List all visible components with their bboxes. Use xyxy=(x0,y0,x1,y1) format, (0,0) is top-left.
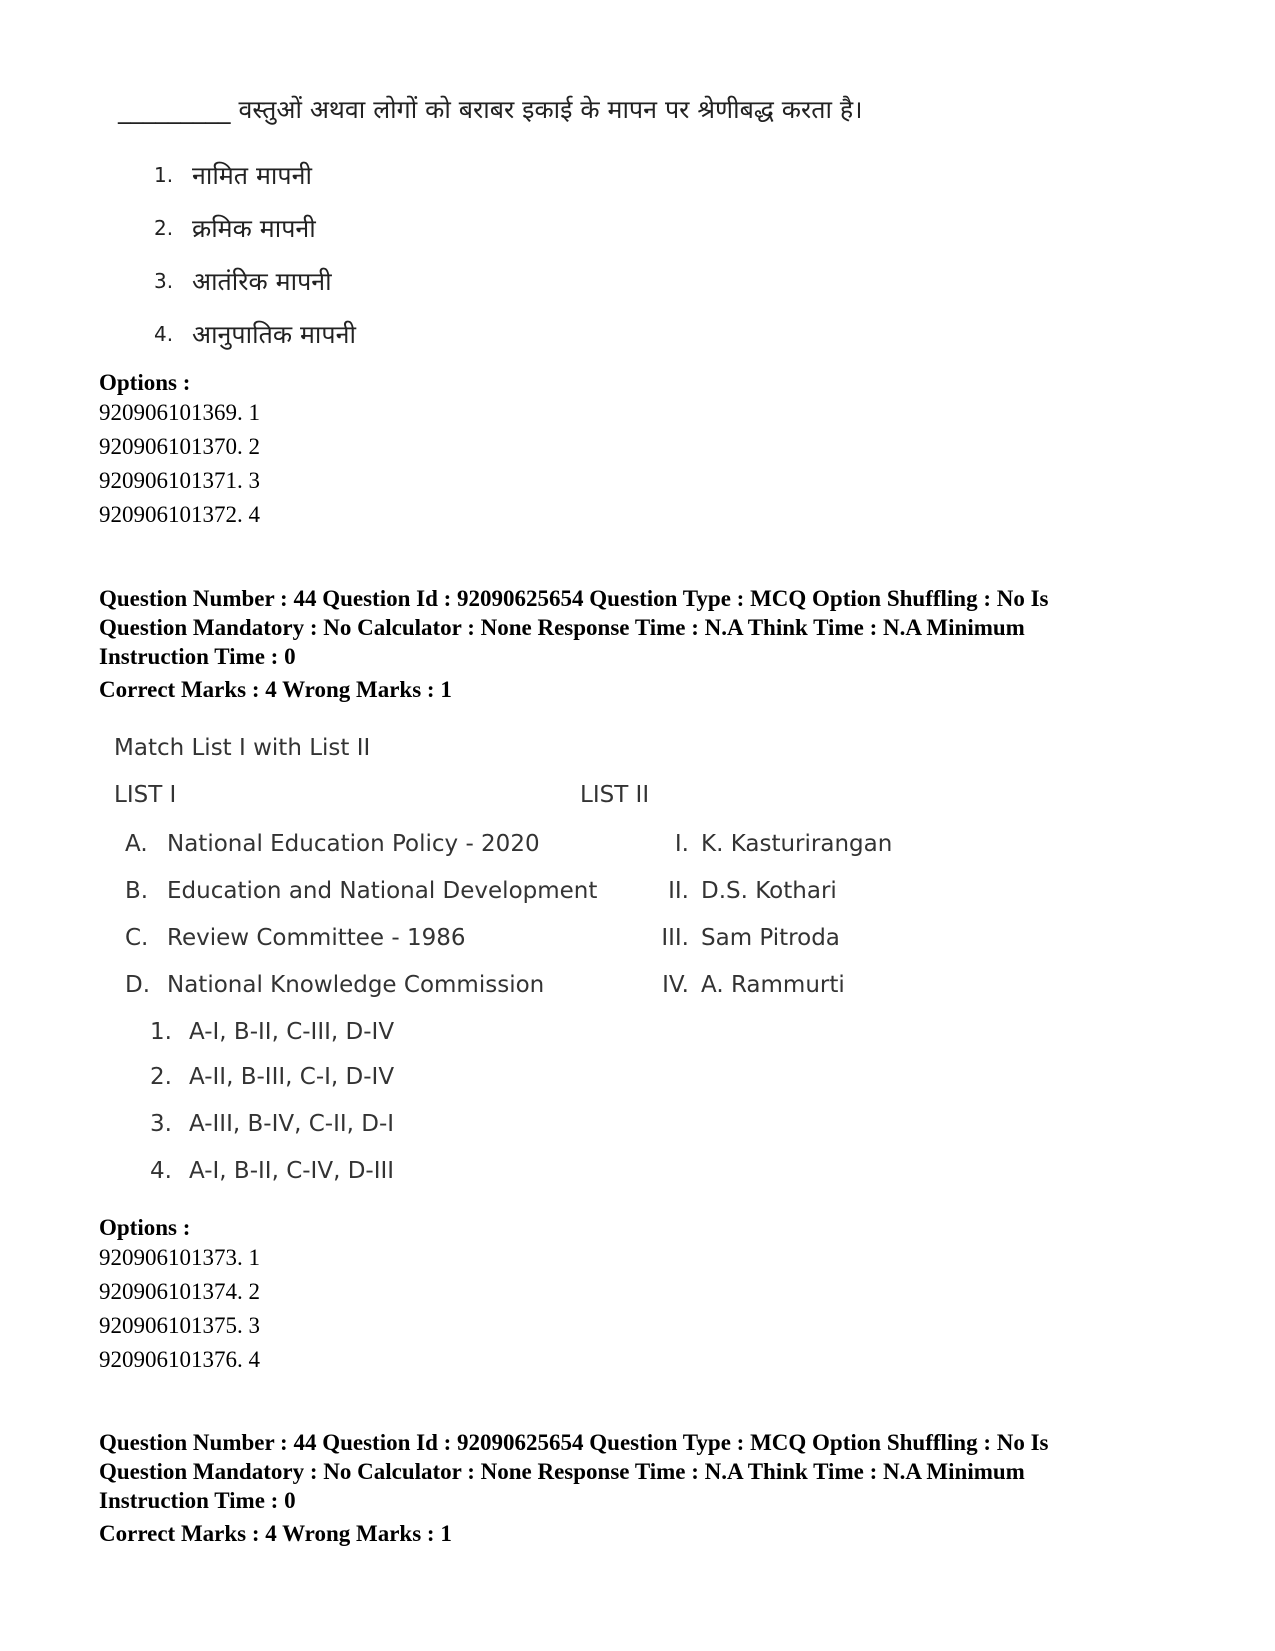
answer-number: 4. xyxy=(150,1157,172,1184)
answer-text: A-II, B-III, C-I, D-IV xyxy=(189,1063,395,1090)
list1-item: National Education Policy - 2020 xyxy=(167,830,540,857)
choice-number: 1. xyxy=(154,162,174,187)
choice-item xyxy=(154,148,356,201)
pair-letter: C. xyxy=(125,924,149,951)
pair-roman: IV. xyxy=(662,971,689,998)
choice-text: क्रमिक मापनी xyxy=(192,213,316,243)
pair-roman: I. xyxy=(674,830,689,857)
hindi-choice-list xyxy=(154,148,356,360)
answer-number: 1. xyxy=(150,1018,172,1045)
choice-item xyxy=(154,307,356,360)
choice-number: 2. xyxy=(154,215,174,240)
meta-line: Instruction Time : 0 xyxy=(99,644,296,669)
option-line: 920906101376. 4 xyxy=(99,1347,260,1372)
answer-text: A-III, B-IV, C-II, D-I xyxy=(189,1110,395,1137)
meta-line: Question Mandatory : No Calculator : None Response Time : N.A Think Time : N.A Minimum xyxy=(99,615,1025,640)
option-line: 920906101371. 3 xyxy=(99,468,260,493)
option-line: 920906101370. 2 xyxy=(99,434,260,459)
list1-heading: LIST I xyxy=(114,782,177,808)
match-pair-row xyxy=(125,820,892,867)
options-block xyxy=(99,1215,260,1377)
option-line: 920906101369. 1 xyxy=(99,400,260,425)
meta-line: Instruction Time : 0 xyxy=(99,1488,296,1513)
choice-item xyxy=(154,201,356,254)
list2-item: K. Kasturirangan xyxy=(701,830,893,857)
pair-letter: B. xyxy=(125,877,149,904)
meta-line: Question Number : 44 Question Id : 92090625654 Question Type : MCQ Option Shuffling : No Is xyxy=(99,586,1049,611)
pair-letter: A. xyxy=(125,830,148,857)
match-pair-row xyxy=(125,914,840,961)
option-line: 920906101372. 4 xyxy=(99,502,260,527)
answer-choice xyxy=(150,1053,394,1100)
choice-text: आनुपातिक मापनी xyxy=(192,319,356,349)
match-title: Match List I with List II xyxy=(114,735,371,761)
marks-line: Correct Marks : 4 Wrong Marks : 1 xyxy=(99,1521,452,1546)
option-line: 920906101375. 3 xyxy=(99,1313,260,1338)
list1-item: National Knowledge Commission xyxy=(167,971,545,998)
option-line: 920906101373. 1 xyxy=(99,1245,260,1270)
choice-number: 3. xyxy=(154,268,174,293)
list2-item: Sam Pitroda xyxy=(701,924,840,951)
meta-line: Question Number : 44 Question Id : 92090625654 Question Type : MCQ Option Shuffling : No Is xyxy=(99,1430,1049,1455)
answer-text: A-I, B-II, C-IV, D-III xyxy=(189,1157,395,1184)
answer-choice xyxy=(150,1008,394,1055)
choice-item xyxy=(154,254,356,307)
answer-number: 3. xyxy=(150,1110,172,1137)
pair-roman: III. xyxy=(661,924,689,951)
list1-item: Review Committee - 1986 xyxy=(167,924,466,951)
match-pair-row xyxy=(125,867,837,914)
option-line: 920906101374. 2 xyxy=(99,1279,260,1304)
answer-choice xyxy=(150,1147,394,1194)
answer-number: 2. xyxy=(150,1063,172,1090)
choice-text: आतंरिक मापनी xyxy=(192,266,332,296)
marks-line: Correct Marks : 4 Wrong Marks : 1 xyxy=(99,677,452,702)
question-meta xyxy=(99,1428,1199,1515)
question-meta xyxy=(99,584,1199,671)
list2-item: D.S. Kothari xyxy=(701,877,837,904)
answer-choice xyxy=(150,1100,394,1147)
pair-letter: D. xyxy=(125,971,151,998)
answer-text: A-I, B-II, C-III, D-IV xyxy=(189,1018,395,1045)
choice-text: नामित मापनी xyxy=(192,160,312,190)
options-label: Options : xyxy=(99,370,191,395)
list2-item: A. Rammurti xyxy=(701,971,845,998)
list1-item: Education and National Development xyxy=(167,877,598,904)
choice-number: 4. xyxy=(154,321,174,346)
options-label: Options : xyxy=(99,1215,191,1240)
question-stem-hindi: _________ वस्तुओं अथवा लोगों को बराबर इकाई के मापन पर श्रेणीबद्ध करता है। xyxy=(118,95,863,124)
options-block xyxy=(99,370,260,532)
list2-heading: LIST II xyxy=(580,782,650,808)
match-pair-row xyxy=(125,961,845,1008)
pair-roman: II. xyxy=(668,877,689,904)
meta-line: Question Mandatory : No Calculator : None Response Time : N.A Think Time : N.A Minimum xyxy=(99,1459,1025,1484)
